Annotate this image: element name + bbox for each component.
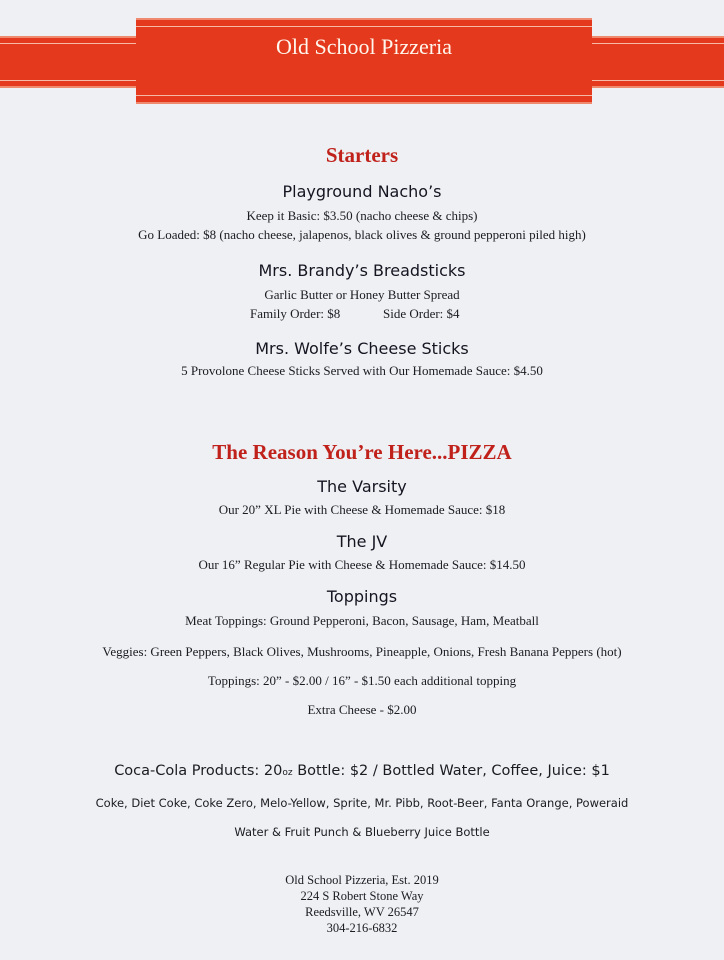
- varsity-line: Our 20” XL Pie with Cheese & Homemade Sauce: $18: [218, 502, 506, 517]
- banner-right-ribbon: [578, 36, 724, 88]
- extra-cheese-line: Extra Cheese - $2.00: [307, 702, 417, 717]
- jv-title: The JV: [336, 532, 388, 551]
- footer-street: 224 S Robert Stone Way: [300, 889, 424, 903]
- cheese-sticks-title: Mrs. Wolfe’s Cheese Sticks: [255, 339, 469, 358]
- nachos-loaded-line: Go Loaded: $8 (nacho cheese, jalapenos, black olives & ground pepperoni piled high): [138, 227, 586, 242]
- footer-city: Reedsville, WV 26547: [305, 905, 419, 919]
- varsity-title: The Varsity: [317, 477, 407, 496]
- soda-list-line: Coke, Diet Coke, Coke Zero, Melo-Yellow, Sprite, Mr. Pibb, Root-Beer, Fanta Orange, Poweraid: [95, 796, 629, 810]
- drinks-heading-suffix: Bottle: $2 / Bottled Water, Coffee, Juice: $1: [292, 763, 610, 779]
- veggie-toppings-line: Veggies: Green Peppers, Black Olives, Mushrooms, Pineapple, Onions, Fresh Banana Peppers (hot): [102, 644, 622, 659]
- breadsticks-side-order: Side Order: $4: [383, 306, 460, 321]
- topping-price-line: Toppings: 20” - $2.00 / 16” - $1.50 each additional topping: [207, 673, 517, 688]
- restaurant-title: Old School Pizzeria: [276, 34, 452, 59]
- cheese-sticks-line: 5 Provolone Cheese Sticks Served with Our Homemade Sauce: $4.50: [181, 363, 543, 378]
- breadsticks-title: Mrs. Brandy’s Breadsticks: [258, 261, 466, 280]
- nachos-title: Playground Nacho’s: [282, 182, 442, 201]
- starters-heading: Starters: [325, 143, 399, 167]
- drinks-heading-prefix: Coca-Cola Products: 20: [114, 763, 283, 779]
- breadsticks-spread-line: Garlic Butter or Honey Butter Spread: [264, 287, 460, 302]
- breadsticks-family-order: Family Order: $8: [250, 306, 341, 321]
- banner-center-band: [136, 18, 592, 104]
- meat-toppings-line: Meat Toppings: Ground Pepperoni, Bacon, Sausage, Ham, Meatball: [185, 613, 539, 628]
- header-banner: [0, 0, 724, 110]
- banner-left-ribbon: [0, 36, 150, 88]
- juice-list-line: Water & Fruit Punch & Blueberry Juice Bottle: [234, 825, 490, 839]
- toppings-title: Toppings: [326, 587, 398, 606]
- pizza-heading: The Reason You’re Here...PIZZA: [212, 440, 512, 464]
- footer-phone: 304-216-6832: [326, 921, 398, 935]
- footer-name-est: Old School Pizzeria, Est. 2019: [285, 873, 439, 887]
- drinks-heading-unit: oz: [282, 768, 293, 778]
- nachos-basic-line: Keep it Basic: $3.50 (nacho cheese & chips): [246, 208, 478, 223]
- drinks-heading: [0, 763, 724, 779]
- jv-line: Our 16” Regular Pie with Cheese & Homemade Sauce: $14.50: [198, 557, 526, 572]
